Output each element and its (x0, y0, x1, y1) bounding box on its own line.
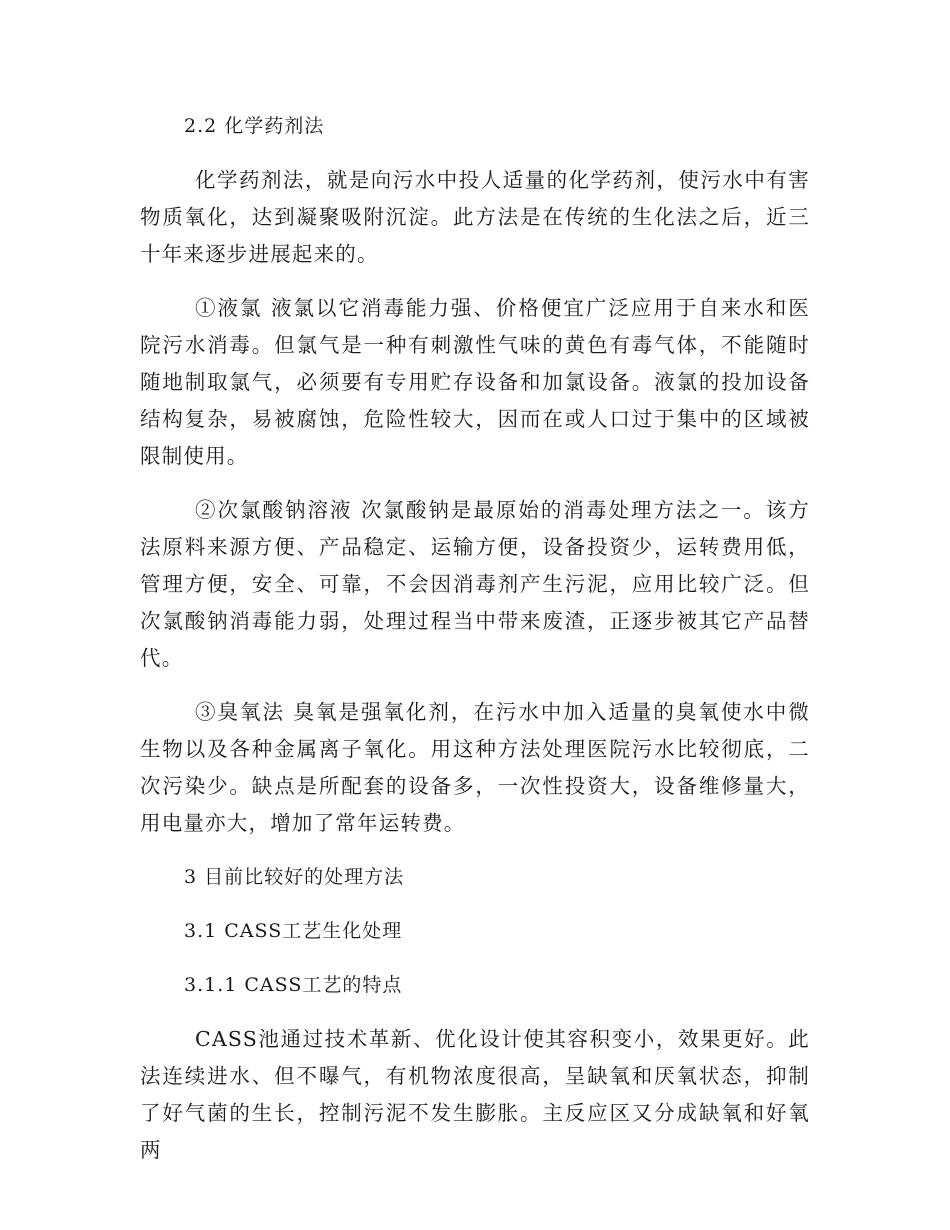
paragraph-ozone-method: ③臭氧法 臭氧是强氧化剂，在污水中加入适量的臭氧使水中微生物以及各种金属离子氧化。用这种方法处理医院污水比较彻底，二次污染少。缺点是所配套的设备多，一次性投资大，设备维修量大，用电量亦大，增加了常年运转费。 (140, 700, 810, 835)
section-heading-3: 3 目前比较好的处理方法 (184, 866, 405, 888)
paragraph-cass-features: CASS池通过技术革新、优化设计使其容积变小，效果更好。此法连续进水、但不曝气，有机物浓度很高，呈缺氧和厌氧状态，抑制了好气菌的生长，控制污泥不发生膨胀。主反应区又分成缺氧和好氧两 (140, 1027, 810, 1162)
document-body (140, 108, 810, 1169)
paragraph-sodium-hypochlorite: ②次氯酸钠溶液 次氯酸钠是最原始的消毒处理方法之一。该方法原料来源方便、产品稳定、运输方便，设备投资少，运转费用低，管理方便，安全、可靠，不会因消毒剂产生污泥，应用比较广泛。但次氯酸钠消毒能力弱，处理过程当中带来废渣，正逐步被其它产品替代。 (140, 498, 810, 670)
section-heading-2-2: 2.2 化学药剂法 (184, 115, 325, 137)
section-heading-3-1-1: 3.1.1 CASS工艺的特点 (184, 974, 403, 996)
section-heading-3-1: 3.1 CASS工艺生化处理 (184, 920, 403, 942)
paragraph-chemical-agent-intro: 化学药剂法，就是向污水中投人适量的化学药剂，使污水中有害物质氧化，达到凝聚吸附沉淀。此方法是在传统的生化法之后，近三十年来逐步进展起来的。 (140, 168, 810, 266)
paragraph-liquid-chlorine: ①液氯 液氯以它消毒能力强、价格便宜广泛应用于自来水和医院污水消毒。但氯气是一种有刺激性气味的黄色有毒气体，不能随时随地制取氯气，必须要有专用贮存设备和加氯设备。液氯的投加设备结构复杂，易被腐蚀，危险性较大，因而在或人口过于集中的区域被限制使用。 (140, 296, 810, 468)
